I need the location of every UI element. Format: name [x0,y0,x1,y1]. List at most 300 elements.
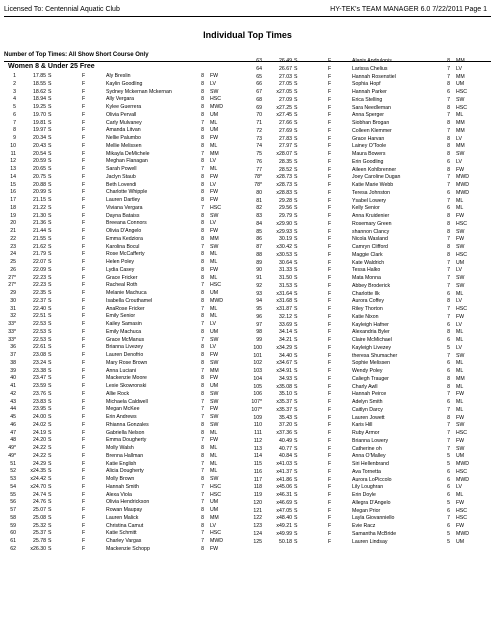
place-cell: 16 [10,189,16,196]
result-row [2,391,242,399]
header-divider [4,16,491,17]
time-cell: x30.53 [276,251,292,258]
course-cell: S [48,259,52,265]
team-cell: HSC [210,282,221,289]
age-cell: 8 [201,421,204,428]
team-cell: HSC [456,104,467,111]
team-cell: LV [456,321,462,328]
result-row [2,306,242,314]
swimmer-name-cell: Alexa Viola [106,491,132,498]
swimmer-name-cell: Christina Camut [106,522,144,529]
swimmer-name-cell: Michaela Caldwell [106,398,148,405]
team-cell: ML [456,205,464,212]
result-row [248,236,488,244]
gender-cell: F [328,205,332,212]
team-cell: FW [210,228,219,234]
result-row [248,469,488,477]
gender-cell: F [82,483,86,490]
place-cell: 76 [256,158,262,165]
gender-cell: F [82,166,86,172]
result-row [248,484,488,492]
result-row [2,213,242,221]
team-cell: MM [456,375,465,382]
swimmer-name-cell: Aly Breslin [106,73,131,79]
time-cell: x49.21 [276,523,292,529]
gender-cell: F [328,96,332,103]
course-cell: S [48,522,52,529]
team-cell: MWD [210,297,223,304]
swimmer-name-cell: Abbey Broderick [352,282,391,289]
course-cell: S [294,391,298,398]
place-cell: 53 [10,476,16,482]
time-cell: 29.56 [279,205,292,212]
team-cell: ML [210,460,218,467]
course-cell: S [294,290,298,297]
course-cell: S [294,89,298,95]
course-cell: S [294,143,298,150]
course-cell: S [48,398,52,405]
age-cell: 7 [447,73,450,80]
age-cell: 7 [201,282,204,289]
team-cell: SW [456,151,465,157]
gender-cell: F [328,259,332,266]
team-cell: MM [210,150,219,157]
gender-cell: F [82,460,86,467]
course-cell: S [48,297,52,304]
swimmer-name-cell: Larissa Chelius [352,65,388,72]
time-cell: 28.52 [279,166,292,173]
place-cell: 39 [10,367,16,374]
swimmer-name-cell: Sara Needleman [352,104,391,111]
swimmer-name-cell: Anna Sperger [352,112,385,119]
result-row [248,298,488,306]
result-row [248,74,488,82]
place-cell: 96 [256,313,262,320]
place-cell: 1 [13,73,16,79]
place-cell: 99 [256,337,262,343]
time-cell: 27.66 [279,120,292,126]
course-cell: S [48,197,52,203]
team-cell: SW [456,244,465,250]
swimmer-name-cell: Molly Brown [106,476,135,482]
time-cell: 27.09 [279,96,292,103]
gender-cell: F [82,305,86,312]
gender-cell: F [328,499,332,506]
place-cell: 32 [10,313,16,320]
place-cell: 7 [13,119,16,126]
place-cell: 107* [251,406,262,413]
gender-cell: F [328,344,332,351]
result-row [2,143,242,151]
swimmer-name-cell: Amanda Litvan [106,127,141,134]
age-cell: 8 [201,352,204,358]
place-cell: 38 [10,359,16,366]
course-cell: S [294,530,298,537]
result-row [2,375,242,383]
report-title: Individual Top Times [203,30,292,40]
time-cell: 22.09 [33,266,46,273]
result-row [2,538,242,546]
swimmer-name-cell: Lauren Jowett [352,414,385,421]
team-cell: ML [210,251,218,258]
team-cell: LV [456,135,462,142]
age-cell: 7 [201,483,204,490]
swimmer-name-cell: Adelyn Smith [352,399,383,405]
course-cell: S [48,514,52,521]
result-row [2,112,242,120]
age-cell: 8 [447,414,450,421]
team-cell: FW [210,406,219,413]
result-row [248,159,488,167]
result-row [2,414,242,422]
age-cell: 8 [201,181,204,188]
team-cell: ML [210,313,218,320]
swimmer-name-cell: Joey Caroline Dugan [352,174,401,181]
place-cell: 5 [13,104,16,110]
gender-cell: F [328,484,332,491]
age-cell: 6 [447,468,450,475]
time-cell: 24.19 [33,429,46,436]
result-row [2,275,242,283]
place-cell: 24 [10,251,16,258]
result-row [248,275,488,283]
place-cell: 11 [10,150,16,157]
place-cell: 102 [253,360,262,367]
result-row [2,422,242,430]
age-cell: 7 [201,530,204,537]
team-cell: MWD [456,189,469,196]
place-cell: 112 [253,437,262,444]
gender-cell: F [82,282,86,289]
course-cell: S [48,491,52,498]
team-cell: ML [210,166,218,172]
result-row [2,282,242,290]
gender-cell: F [328,406,332,413]
time-cell: 34.14 [279,329,292,336]
results-column-left [2,73,242,554]
place-cell: 13 [10,166,16,172]
result-row [2,298,242,306]
place-cell: 19 [10,212,16,219]
time-cell: 19.70 [33,111,46,118]
course-cell: S [294,507,298,514]
course-cell: S [48,452,52,459]
gender-cell: F [328,523,332,529]
course-cell: S [294,236,298,243]
course-cell: S [48,127,52,134]
time-cell: 27.05 [279,81,292,88]
team-cell: UM [210,328,219,335]
place-cell: 29 [10,290,16,296]
team-cell: MWD [456,530,469,537]
swimmer-name-cell: Caitlyn Darcy [352,406,383,413]
age-cell: 8 [201,274,204,281]
time-cell: 26.49 [279,58,292,64]
gender-cell: F [328,414,332,421]
age-cell: 8 [201,228,204,234]
software-version-label: HY-TEK's TEAM MANAGER 6.0 7/22/2011 Page 1 [330,6,487,13]
gender-cell: F [82,173,86,180]
result-row [2,267,242,275]
course-cell: S [294,383,298,390]
result-row [2,430,242,438]
place-cell: 98 [256,329,262,336]
time-cell: 22.23 [33,282,46,289]
gender-cell: F [82,135,86,141]
place-cell: 48 [10,437,16,444]
age-cell: 8 [201,445,204,451]
team-cell: UM [456,259,465,266]
age-cell: 8 [201,545,204,552]
gender-cell: F [82,274,86,281]
result-row [248,89,488,97]
course-cell: S [294,267,298,274]
course-cell: S [48,367,52,374]
age-cell: 8 [201,383,204,389]
result-row [248,260,488,268]
course-cell: S [294,275,298,281]
place-cell: 55 [10,491,16,498]
swimmer-name-cell: Megan McKee [106,406,140,413]
time-cell: x49.99 [276,530,292,537]
course-cell: S [48,507,52,513]
swimmer-name-cell: Brianna Lowery [352,437,389,444]
result-row [248,190,488,198]
time-cell: 22.23 [33,274,46,281]
result-row [2,507,242,515]
age-cell: 8 [447,213,450,219]
time-cell: 25.32 [33,522,46,529]
age-cell: 7 [447,352,450,359]
course-cell: S [294,538,298,545]
swimmer-name-cell: Aileen Kohlbrenner [352,166,397,173]
time-cell: 23.24 [33,359,46,366]
course-cell: S [294,461,298,467]
age-cell: 7 [201,437,204,444]
time-cell: x26.30 [30,545,46,552]
gender-cell: F [328,251,332,258]
course-cell: S [294,112,298,119]
place-cell: 25 [10,259,16,265]
swimmer-name-cell: Mellie Melissen [106,142,142,149]
result-row [2,205,242,213]
swimmer-name-cell: Riley Thorton [352,306,383,312]
gender-cell: F [82,158,86,165]
team-cell: MM [210,514,219,521]
time-cell: 37.20 [279,422,292,429]
result-row [248,531,488,539]
gender-cell: F [82,297,86,304]
course-cell: S [48,545,52,552]
place-cell: 40 [10,375,16,382]
team-cell: HSC [456,515,467,522]
time-cell: 27.97 [279,143,292,150]
place-cell: 100 [253,344,262,351]
result-row [2,383,242,391]
age-cell: 8 [201,158,204,165]
time-cell: 22.53 [33,321,46,327]
result-row [2,530,242,538]
team-cell: SW [210,414,219,420]
team-cell: FW [210,173,219,180]
gender-cell: F [82,328,86,335]
place-cell: 78* [254,174,262,181]
team-cell: HSC [456,220,467,227]
place-cell: 107* [251,399,262,405]
team-cell: FW [210,197,219,203]
place-cell: 49* [8,445,16,451]
gender-cell: F [328,453,332,460]
gender-cell: F [328,189,332,196]
place-cell: 33* [8,328,16,335]
place-cell: 118 [253,484,262,491]
time-cell: 18.62 [33,88,46,95]
team-cell: FW [456,166,465,173]
team-cell: MWD [456,182,469,188]
swimmer-name-cell: Racheal Roth [106,282,138,289]
course-cell: S [294,189,298,196]
time-cell: x28.73 [276,174,292,181]
age-cell: 8 [447,81,450,88]
course-cell: S [48,406,52,413]
time-cell: 32.12 [279,313,292,320]
time-cell: x47.05 [276,507,292,514]
gender-cell: F [82,266,86,273]
course-cell: S [48,251,52,258]
place-cell: 9 [13,135,16,141]
age-cell: 8 [201,197,204,203]
result-row [248,353,488,361]
result-row [248,515,488,523]
team-cell: ML [456,360,464,367]
course-cell: S [294,104,298,111]
team-cell: SW [210,88,219,95]
course-cell: S [48,135,52,141]
place-cell: 89 [256,259,262,266]
age-cell: 8 [201,476,204,482]
age-cell: 6 [447,507,450,514]
time-cell: 22.53 [33,336,46,343]
time-cell: 23.38 [33,367,46,374]
age-cell: 7 [447,515,450,522]
place-cell: 43 [10,398,16,405]
age-cell: 7 [447,282,450,289]
team-cell: ML [456,197,464,204]
result-row [248,151,488,159]
age-cell: 7 [447,437,450,444]
swimmer-name-cell: Erin Andrews [106,414,137,420]
result-row [248,329,488,337]
place-cell: 68 [256,96,262,103]
team-cell: MWD [456,476,469,483]
place-cell: 45 [10,414,16,420]
age-cell: 8 [201,328,204,335]
team-cell: HSC [210,204,221,211]
place-cell: 113 [253,445,262,452]
gender-cell: F [328,236,332,243]
course-cell: S [48,274,52,281]
course-cell: S [48,460,52,467]
place-cell: 26 [10,266,16,273]
age-cell: 6 [447,368,450,374]
course-cell: S [294,430,298,436]
swimmer-name-cell: Charlotte Ilk [352,290,380,297]
swimmer-name-cell: Nellie Palumbo [106,135,141,141]
team-cell: SW [210,421,219,428]
age-cell: 7 [201,305,204,312]
result-row [248,407,488,415]
place-cell: 84 [256,220,262,227]
time-cell: 21.44 [33,228,46,234]
age-cell: 8 [201,111,204,118]
course-cell: S [294,244,298,250]
swimmer-name-cell: Hannah Rosenstiel [352,73,396,80]
gender-cell: F [82,104,86,110]
course-cell: S [294,523,298,529]
course-cell: S [48,336,52,343]
result-row [248,492,488,500]
age-cell: 8 [447,104,450,111]
place-cell: 33* [8,336,16,343]
gender-cell: F [328,275,332,281]
result-row [2,96,242,104]
result-row [248,221,488,229]
age-cell: 8 [447,58,450,64]
age-cell: 7 [447,197,450,204]
result-row [248,167,488,175]
gender-cell: F [328,313,332,320]
place-cell: 114 [253,453,262,460]
course-cell: S [48,321,52,327]
gender-cell: F [82,228,86,234]
time-cell: x35.37 [276,399,292,405]
age-cell: 7 [201,491,204,498]
swimmer-name-cell: Rose McCafferty [106,251,145,258]
time-cell: x41.37 [276,468,292,475]
swimmer-name-cell: Beth Lovendi [106,181,137,188]
place-cell: 86 [256,236,262,243]
gender-cell: F [82,142,86,149]
gender-cell: F [328,492,332,498]
time-cell: 20.65 [33,166,46,172]
time-cell: 25.37 [33,530,46,537]
swimmer-name-cell: Katie Marie Webb [352,182,394,188]
age-cell: 8 [447,244,450,250]
team-cell: FW [210,352,219,358]
course-cell: S [294,313,298,320]
course-cell: S [48,119,52,126]
age-cell: 5 [447,453,450,460]
result-row [248,523,488,531]
time-cell: x31.64 [276,290,292,297]
course-cell: S [294,321,298,328]
place-cell: 27* [8,282,16,289]
course-cell: S [48,173,52,180]
swimmer-name-cell: Rhianna Gonzales [106,421,149,428]
gender-cell: F [82,375,86,382]
age-cell: 6 [447,89,450,95]
course-cell: S [294,515,298,522]
swimmer-name-cell: Lydia Casey [106,266,135,273]
place-cell: 46 [10,421,16,428]
time-cell: 33.69 [279,321,292,328]
place-cell: 104 [253,375,262,382]
result-row [248,453,488,461]
age-cell: 7 [447,112,450,119]
age-cell: 8 [447,298,450,305]
team-cell: ML [210,142,218,149]
course-cell: S [48,328,52,335]
